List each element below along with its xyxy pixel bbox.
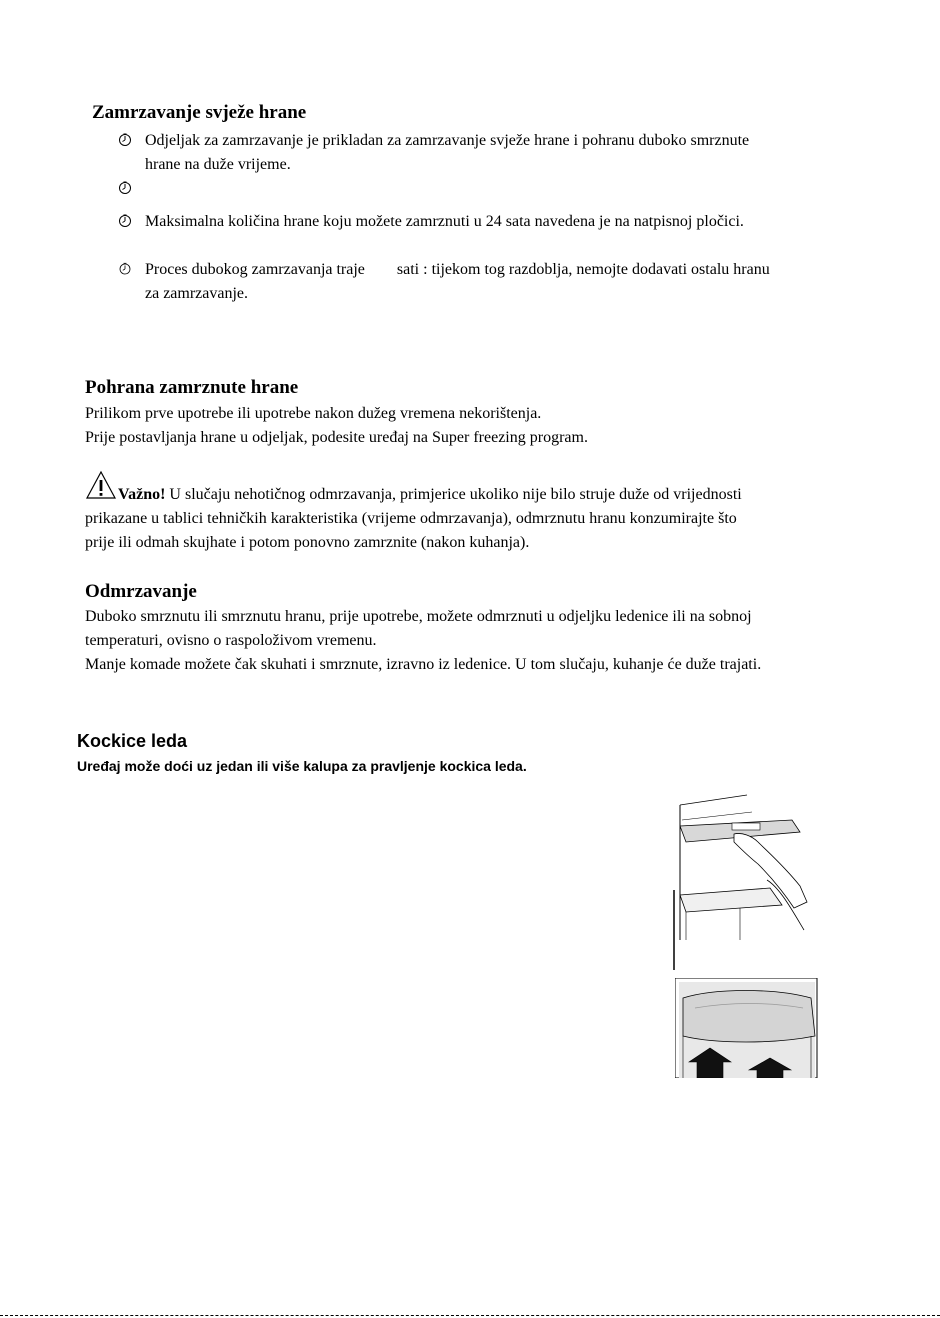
storage-line-2: Prije postavljanja hrane u odjeljak, podesite uređaj na Super freezing program. [85,429,588,446]
section-title-frozen-storage: Pohrana zamrznute hrane [85,377,299,398]
section-title-defrosting: Odmrzavanje [85,581,197,602]
section-title-ice-cubes: Kockice leda [77,731,188,751]
page-bottom-divider [0,1315,940,1316]
defrost-paragraph-1: Duboko smrznutu ili smrznutu hranu, prije upotrebe, možete odmrznuti u odjeljku ledenice ili na sobnoj temperaturi, ovisno o raspoloživom vremenu. [85,608,752,649]
ice-tray-illustration [675,978,820,1078]
section-title-fresh-freezing: Zamrzavanje svježe hrane [92,102,307,123]
clock-icon [118,262,132,276]
ice-cubes-subtitle: Uređaj može doći uz jedan ili više kalupa za pravljenje kockica leda. [77,758,527,774]
bullet-text-4: Proces dubokog zamrzavanja traje sati : tijekom tog razdoblja, nemojte dodavati ostalu hranu za zamrzavanje. [145,261,774,302]
shelf-illustration [672,790,817,970]
clock-icon [118,214,132,228]
warning-text: U slučaju nehotičnog odmrzavanja, primjerice ukoliko nije bilo struje duže od vrijednosti prikazane u tablici tehničkih karakteristika (vrijeme odmrzavanja), odmrznutu hranu konzumirajte što prije ili odmah skujhate i potom ponovno zamrznite (nakon kuhanja). [85,486,742,551]
warning-paragraph [85,483,765,555]
bullet-text-1: Odjeljak za zamrzavanje je prikladan za zamrzavanje svježe hrane i pohranu duboko smrznute hrane na duže vrijeme. [145,132,750,173]
warning-label: Važno! [118,486,166,503]
defrost-paragraph-2: Manje komade možete čak skuhati i smrznute, izravno iz ledenice. U tom slučaju, kuhanje će duže trajati. [85,656,762,673]
clock-icon [118,133,132,147]
clock-icon [118,181,132,195]
bullet-text-3: Maksimalna količina hrane koju možete zamrznuti u 24 sata navedena je na natpisnoj pločici. [145,213,744,230]
storage-line-1: Prilikom prve upotrebe ili upotrebe nakon dužeg vremena nekorištenja. [85,405,542,422]
